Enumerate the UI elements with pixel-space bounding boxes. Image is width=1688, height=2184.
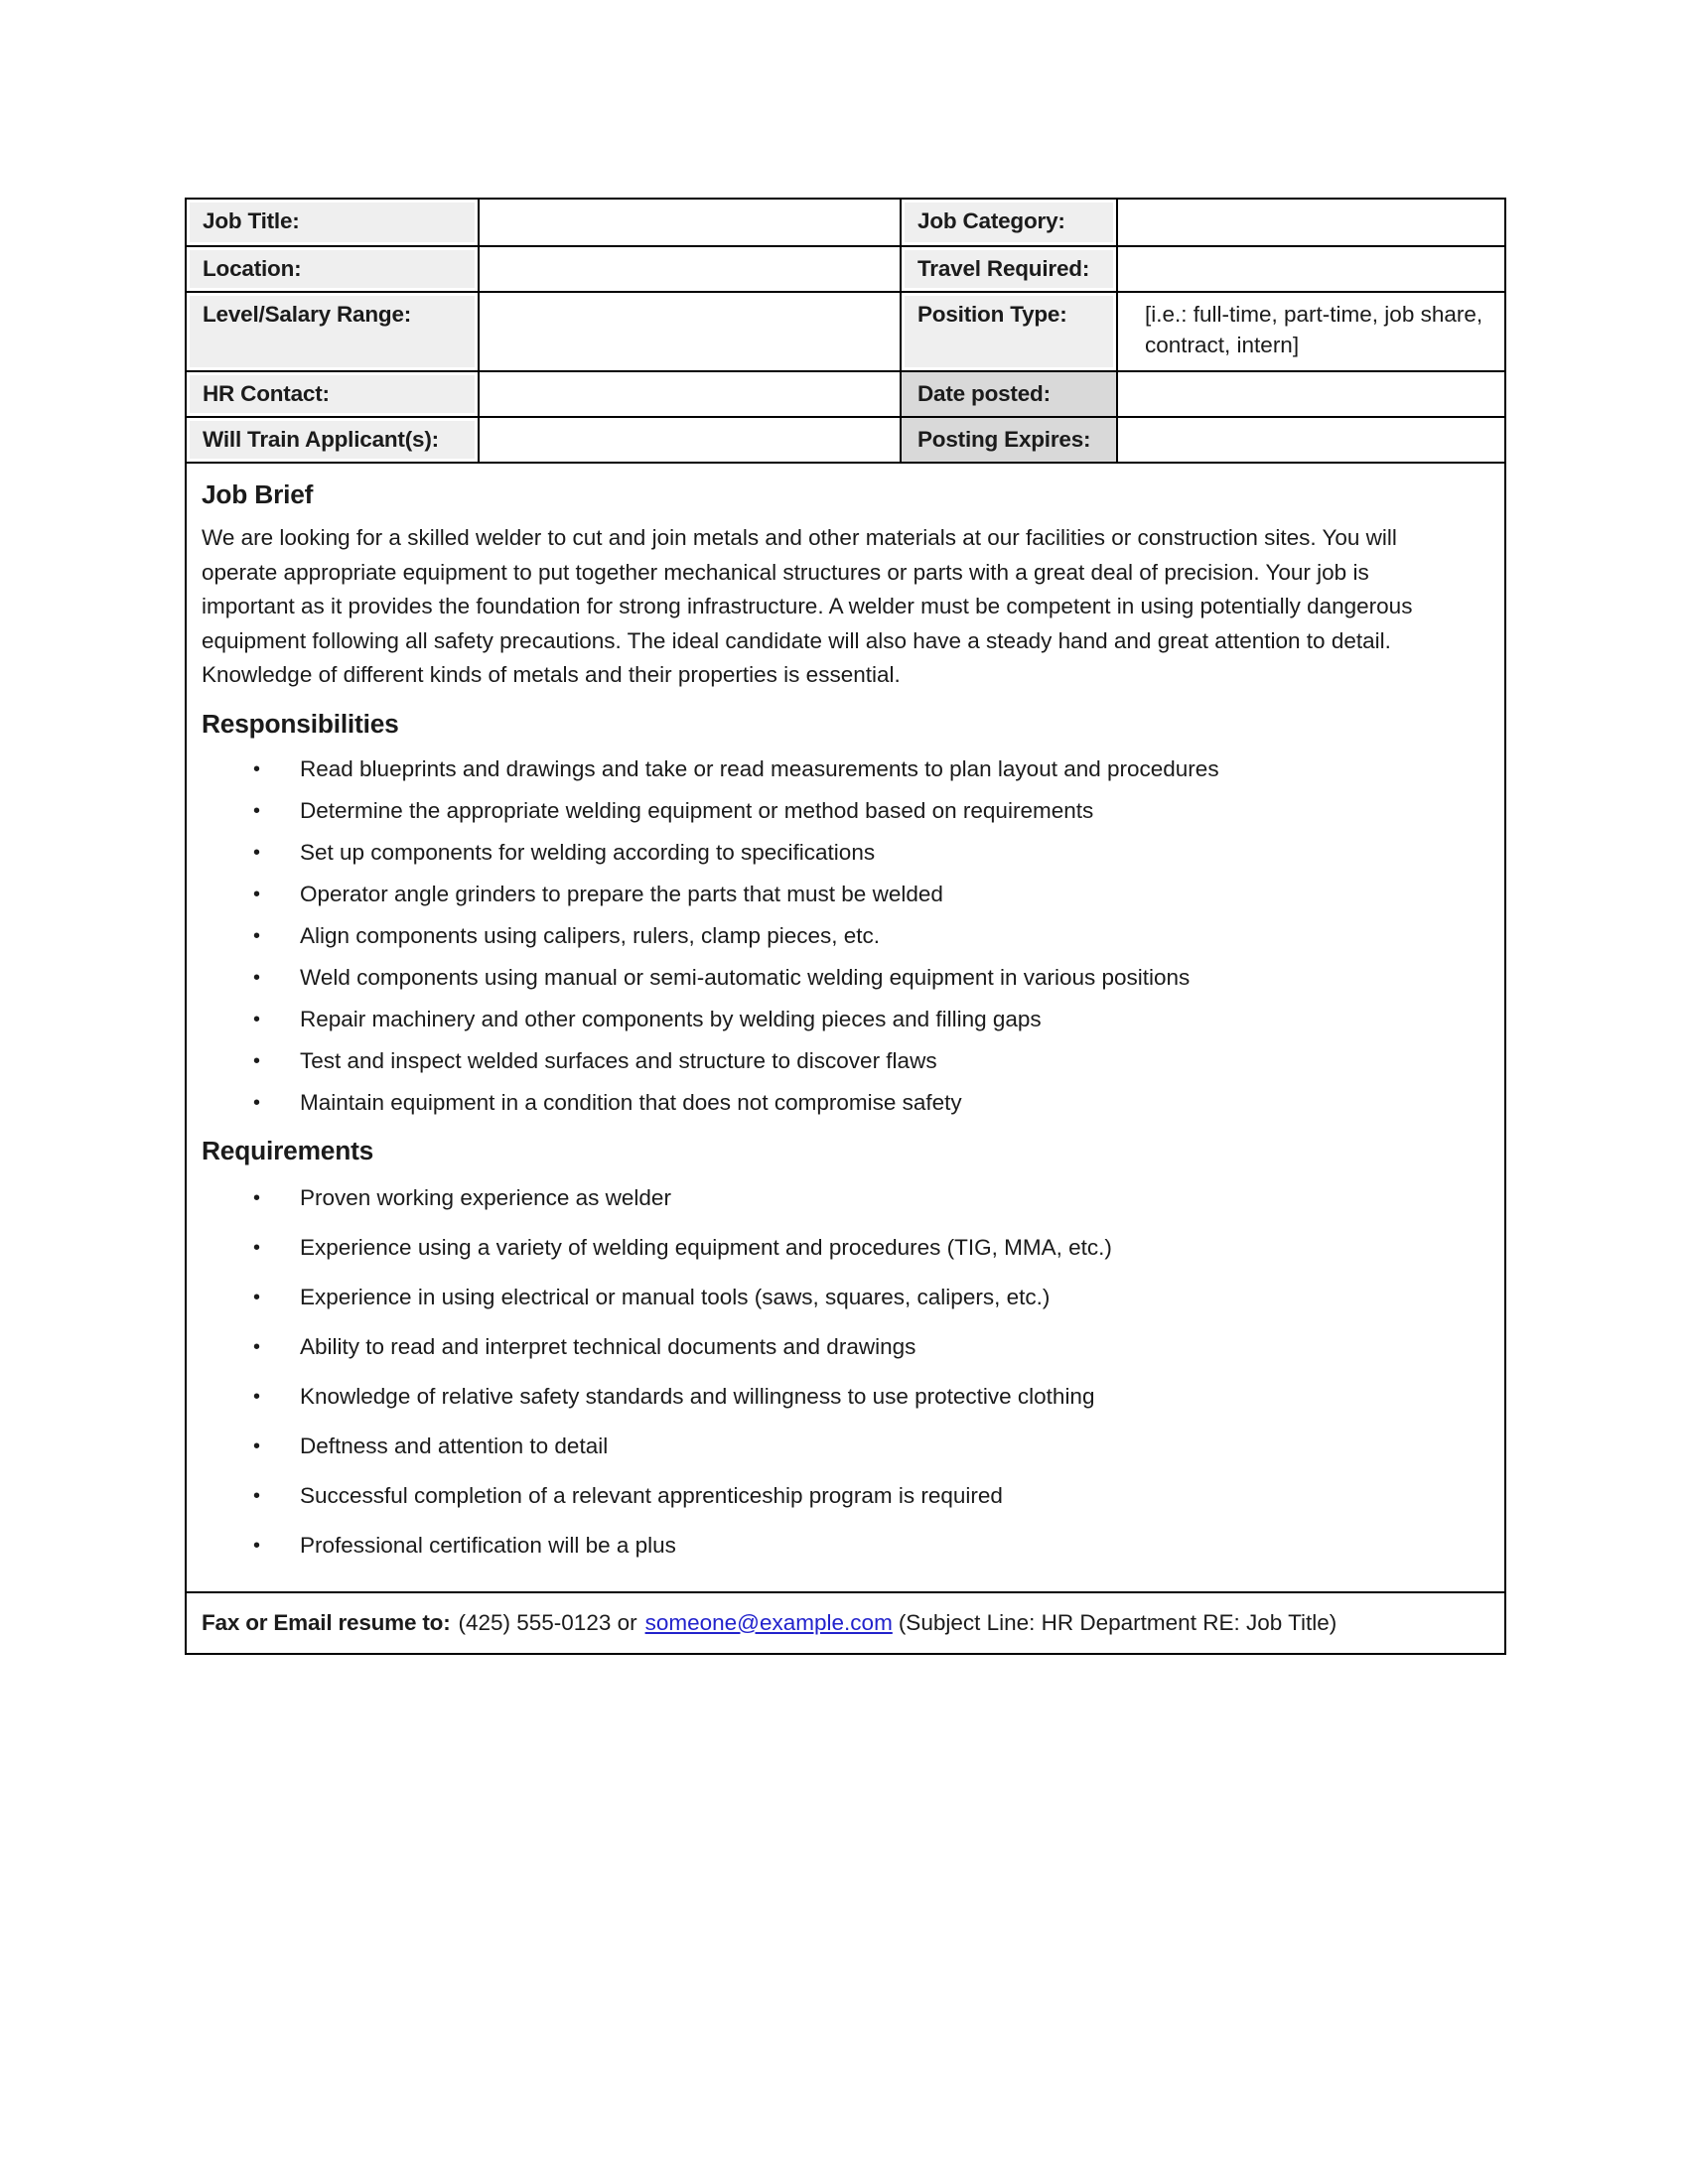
will-train-label-cell xyxy=(187,416,478,462)
date-posted-label: Date posted: xyxy=(902,372,1116,416)
travel-required-value-cell[interactable] xyxy=(1116,245,1504,291)
bullet-icon: • xyxy=(253,1237,261,1259)
bullet-icon: • xyxy=(253,1049,261,1072)
location-label: Location: xyxy=(190,250,475,288)
hr-contact-value-cell[interactable] xyxy=(478,370,900,416)
email-link[interactable]: someone@example.com xyxy=(644,1609,893,1635)
requirements-heading: Requirements xyxy=(202,1136,374,1165)
hr-contact-label-cell xyxy=(187,370,478,416)
bullet-icon: • xyxy=(253,1336,261,1358)
list-item xyxy=(253,1479,1475,1514)
list-item-text: Test and inspect welded surfaces and structure to discover flaws xyxy=(300,1047,937,1073)
salary-range-label: Level/Salary Range: xyxy=(190,296,475,367)
list-item-text: Experience using a variety of welding equipment and procedures (TIG, MMA, etc.) xyxy=(300,1235,1112,1260)
list-item-text: Ability to read and interpret technical documents and drawings xyxy=(300,1334,916,1359)
requirements-list xyxy=(202,1181,1475,1564)
bullet-icon: • xyxy=(253,841,261,864)
job-category-value-cell[interactable] xyxy=(1116,200,1504,245)
bullet-icon: • xyxy=(253,1008,261,1030)
list-item-text: Determine the appropriate welding equipment or method based on requirements xyxy=(300,797,1094,823)
list-item-text: Experience in using electrical or manual tools (saws, squares, calipers, etc.) xyxy=(300,1285,1051,1309)
list-item xyxy=(253,1086,1475,1121)
bullet-icon: • xyxy=(253,1435,261,1457)
list-item-text: Deftness and attention to detail xyxy=(300,1433,609,1458)
will-train-label: Will Train Applicant(s): xyxy=(190,421,475,459)
list-item xyxy=(253,1380,1475,1415)
list-item-text: Align components using calipers, rulers, clamp pieces, etc. xyxy=(300,922,881,948)
posting-expires-value-cell[interactable] xyxy=(1116,416,1504,462)
list-item xyxy=(253,961,1475,996)
list-item xyxy=(253,794,1475,829)
position-type-label-cell xyxy=(900,291,1116,370)
list-item-text: Read blueprints and drawings and take or read measurements to plan layout and procedures xyxy=(300,755,1219,781)
list-item-text: Weld components using manual or semi-automatic welding equipment in various positions xyxy=(300,964,1191,990)
job-title-label: Job Title: xyxy=(190,203,475,242)
list-item-text: Set up components for welding according to specifications xyxy=(300,839,876,865)
position-type-label: Position Type: xyxy=(905,296,1113,367)
job-posting-document xyxy=(185,198,1506,1655)
bullet-icon: • xyxy=(253,757,261,780)
travel-required-label-cell xyxy=(900,245,1116,291)
job-title-label-cell xyxy=(187,200,478,245)
posting-expires-label-cell xyxy=(900,416,1116,462)
hr-contact-label: HR Contact: xyxy=(190,375,475,413)
list-item-text: Repair machinery and other components by welding pieces and filling gaps xyxy=(300,1006,1042,1031)
subject-line-note: (Subject Line: HR Department RE: Job Title) xyxy=(898,1609,1337,1635)
travel-required-label: Travel Required: xyxy=(905,250,1113,288)
bullet-icon: • xyxy=(253,799,261,822)
salary-range-value-cell[interactable] xyxy=(478,291,900,370)
bullet-icon: • xyxy=(253,966,261,989)
list-item xyxy=(253,1181,1475,1216)
job-category-label-cell xyxy=(900,200,1116,245)
salary-range-label-cell xyxy=(187,291,478,370)
list-item xyxy=(253,1003,1475,1037)
job-description-body xyxy=(185,464,1506,1593)
job-details-table xyxy=(185,198,1506,464)
list-item-text: Professional certification will be a plus xyxy=(300,1533,676,1558)
position-type-value-cell[interactable]: [i.e.: full-time, part-time, job share, contract, intern] xyxy=(1116,291,1504,370)
phone-number: (425) 555-0123 or xyxy=(458,1609,637,1635)
resume-submission-bar xyxy=(185,1593,1506,1655)
list-item xyxy=(253,1044,1475,1079)
job-brief-heading: Job Brief xyxy=(202,479,314,509)
list-item xyxy=(253,878,1475,912)
date-posted-value-cell[interactable] xyxy=(1116,370,1504,416)
location-label-cell xyxy=(187,245,478,291)
list-item xyxy=(253,1231,1475,1266)
list-item-text: Operator angle grinders to prepare the parts that must be welded xyxy=(300,881,943,906)
list-item xyxy=(253,1430,1475,1464)
bullet-icon: • xyxy=(253,924,261,947)
location-value-cell[interactable] xyxy=(478,245,900,291)
list-item xyxy=(253,1529,1475,1564)
list-item-text: Knowledge of relative safety standards and willingness to use protective clothing xyxy=(300,1384,1095,1409)
bullet-icon: • xyxy=(253,1091,261,1114)
list-item xyxy=(253,1281,1475,1315)
bullet-icon: • xyxy=(253,1386,261,1408)
bullet-icon: • xyxy=(253,1485,261,1507)
bullet-icon: • xyxy=(253,1187,261,1209)
list-item-text: Proven working experience as welder xyxy=(300,1185,671,1210)
list-item xyxy=(253,836,1475,871)
list-item xyxy=(253,752,1475,787)
list-item-text: Successful completion of a relevant apprenticeship program is required xyxy=(300,1483,1003,1508)
bullet-icon: • xyxy=(253,883,261,905)
will-train-value-cell[interactable] xyxy=(478,416,900,462)
job-category-label: Job Category: xyxy=(905,203,1113,242)
posting-expires-label: Posting Expires: xyxy=(902,418,1116,462)
bullet-icon: • xyxy=(253,1287,261,1308)
responsibilities-list xyxy=(202,752,1475,1121)
job-brief-text: We are looking for a skilled welder to cut and join metals and other materials at our facilities or construction sites. You will operate appropriate equipment to put together mechanical structures or parts with a great deal of precision. Your job is important as it provides the foundation for strong infrastructure. A welder must be competent in using potentially dangerous equipment following all safety precautions. The ideal candidate will also have a steady hand and great attention to detail. Knowledge of different kinds of metals and their properties is essential. xyxy=(202,525,1413,687)
bullet-icon: • xyxy=(253,1535,261,1557)
fax-email-label: Fax or Email resume to: xyxy=(202,1609,451,1635)
list-item-text: Maintain equipment in a condition that does not compromise safety xyxy=(300,1089,962,1115)
list-item xyxy=(253,919,1475,954)
date-posted-label-cell xyxy=(900,370,1116,416)
responsibilities-heading: Responsibilities xyxy=(202,708,399,739)
list-item xyxy=(253,1330,1475,1365)
job-title-value-cell[interactable] xyxy=(478,200,900,245)
